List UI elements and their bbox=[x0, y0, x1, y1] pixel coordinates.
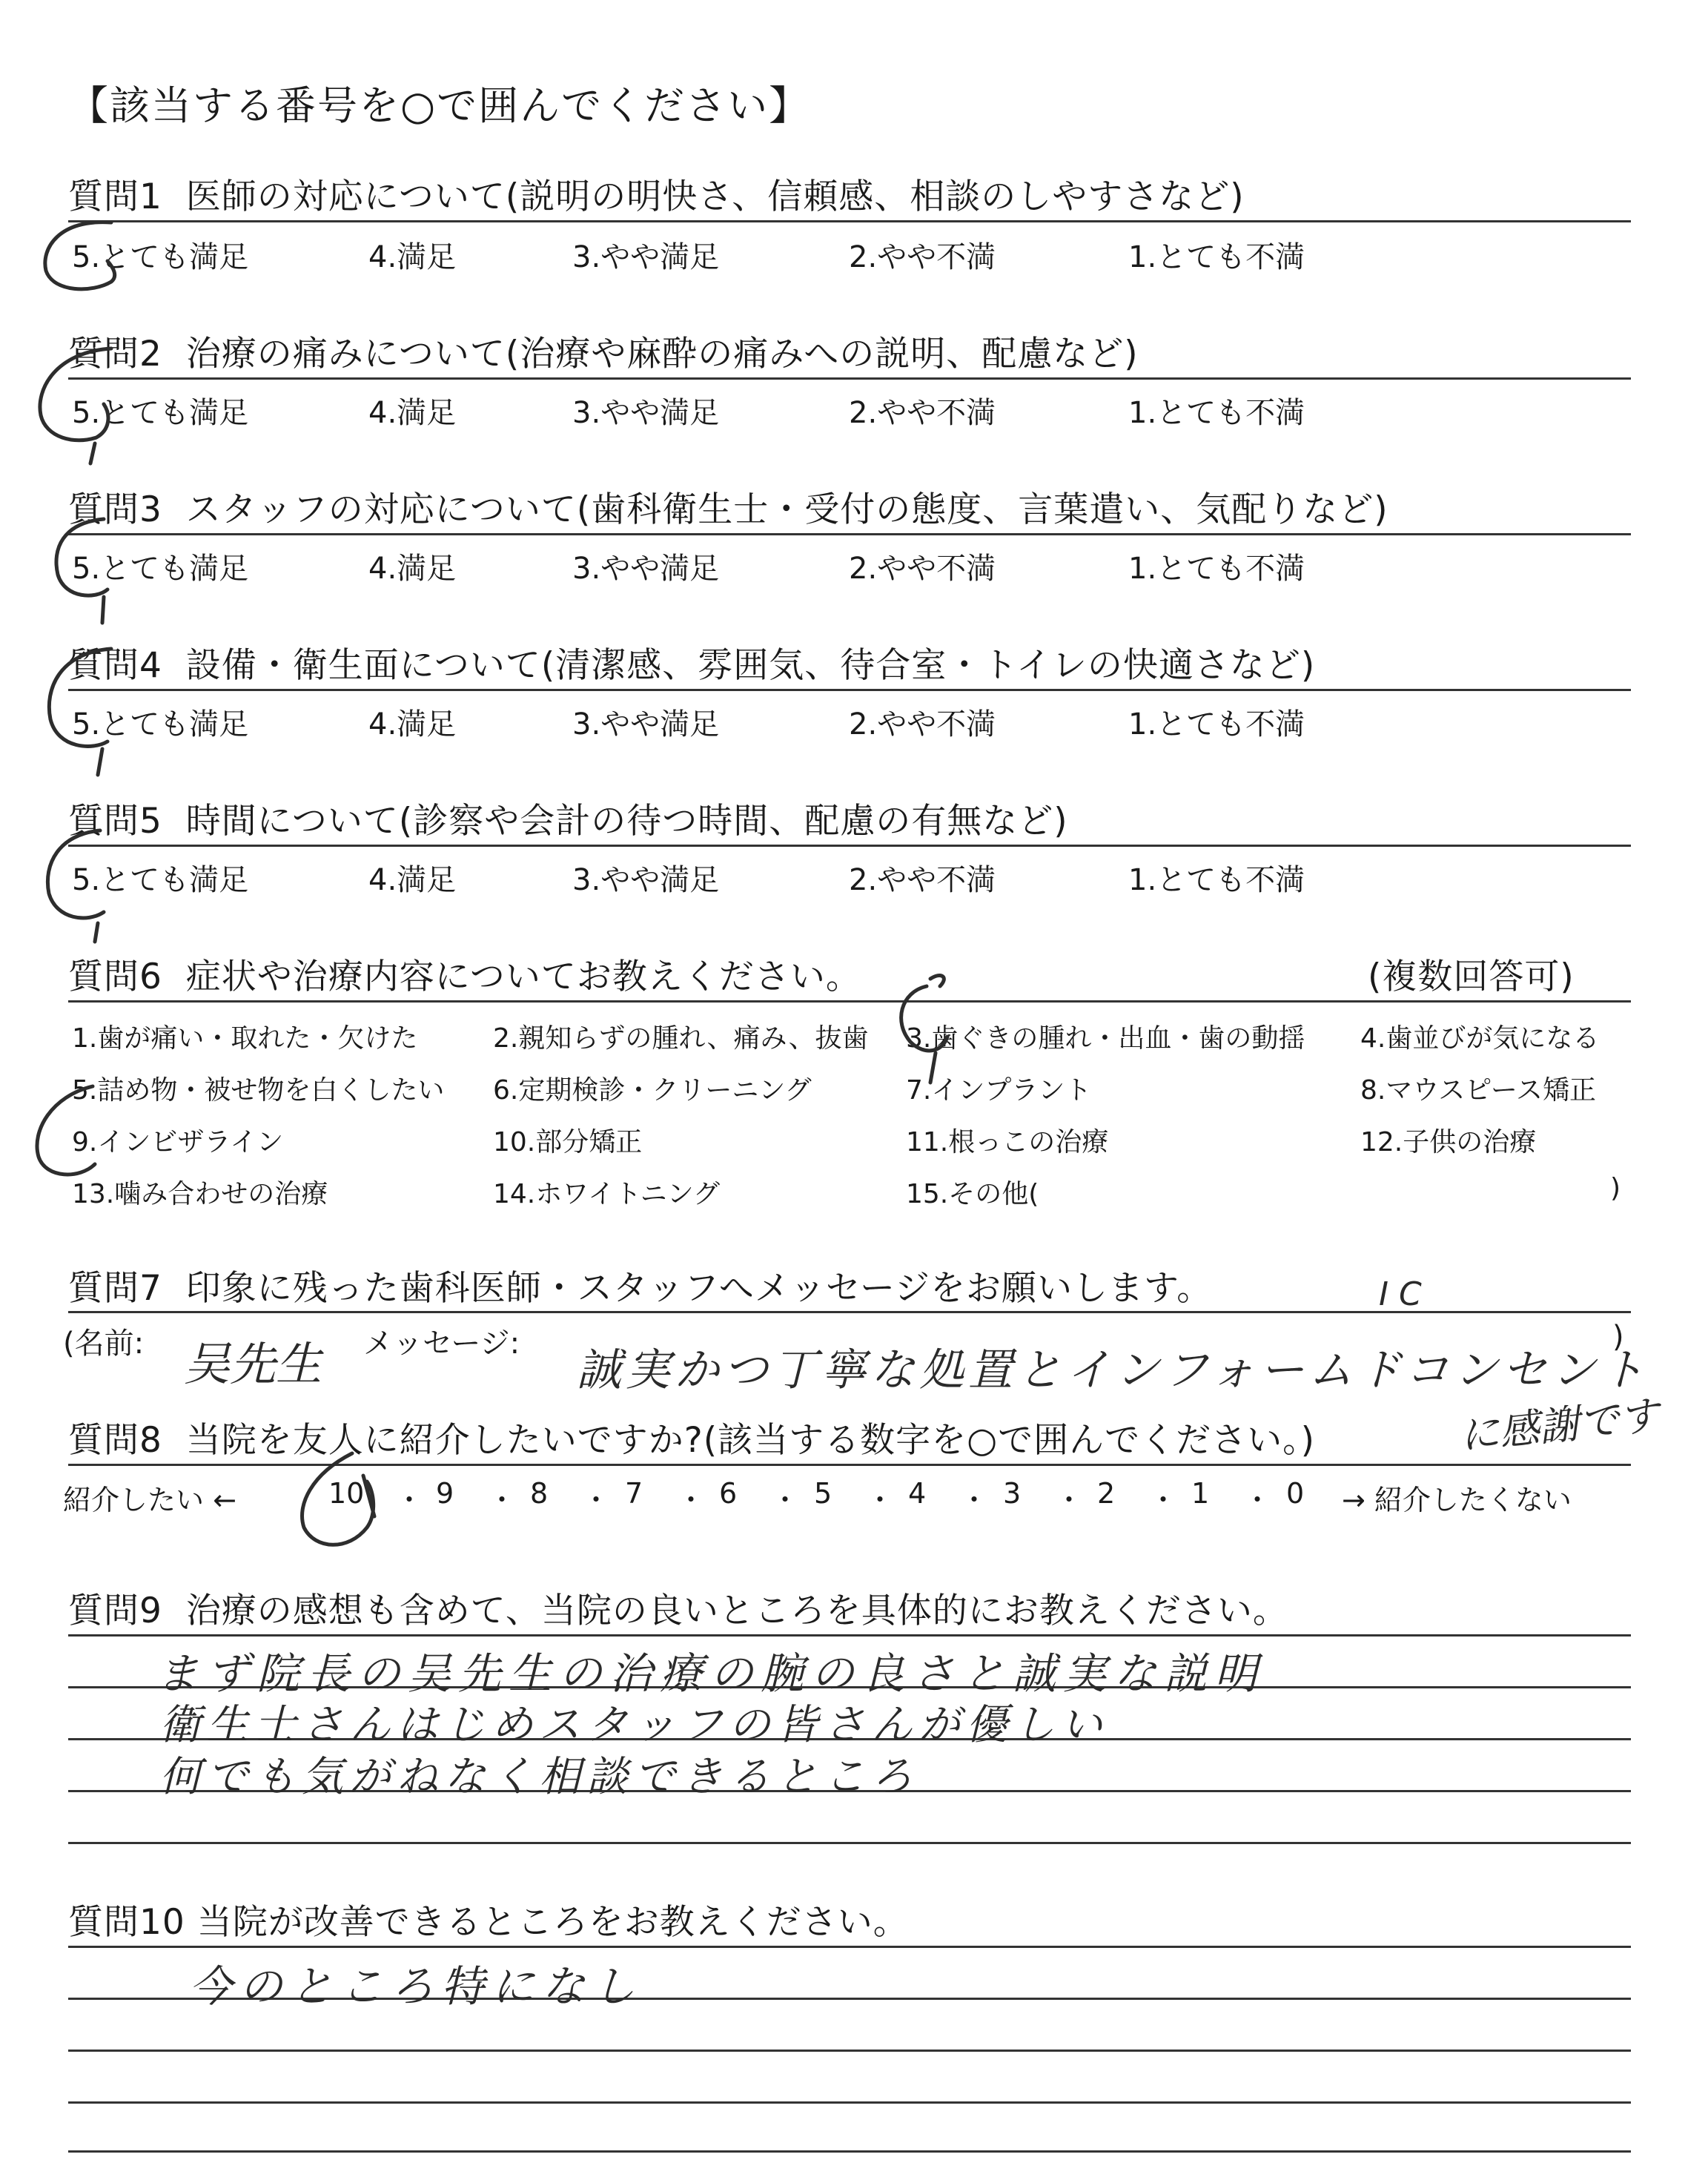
q3-opt-3[interactable]: 3.やや満足 bbox=[572, 552, 720, 586]
q5-opt-4[interactable]: 4.満足 bbox=[368, 863, 457, 897]
answer-line bbox=[68, 2101, 1631, 2104]
q9-answer-line[interactable]: まず院長の吴先生の治療の腕の良さと誠実な説明 bbox=[156, 1648, 1265, 1699]
q7-close: ) bbox=[1612, 1320, 1624, 1354]
q4-opt-1[interactable]: 1.とても不満 bbox=[1128, 707, 1305, 742]
q8-scale-5[interactable]: 5 bbox=[814, 1477, 833, 1510]
q3-opt-2[interactable]: 2.やや不満 bbox=[849, 552, 996, 586]
q1-opt-3[interactable]: 3.やや満足 bbox=[572, 240, 720, 274]
q6-option[interactable]: 10.部分矯正 bbox=[493, 1127, 643, 1157]
answer-line bbox=[68, 2050, 1631, 2052]
divider bbox=[68, 377, 1631, 380]
q8-dot: ・ bbox=[866, 1484, 895, 1516]
q6-option[interactable]: 2.親知らずの腫れ、痛み、抜歯 bbox=[493, 1023, 869, 1054]
q6-option[interactable]: 5.詰め物・被せ物を白くしたい bbox=[72, 1075, 445, 1106]
q7-title: 質問7 印象に残った歯科医師・スタッフへメッセージをお願いします。 bbox=[68, 1268, 1213, 1309]
q6-option-close: ) bbox=[1610, 1173, 1621, 1203]
q6-option[interactable]: 7.インプラント bbox=[906, 1075, 1092, 1106]
q6-option[interactable]: 15.その他( bbox=[906, 1179, 1039, 1209]
q7-message-label: メッセージ: bbox=[363, 1327, 520, 1361]
q9-answer-line[interactable]: 衛生士さんはじめスタッフの皆さんが優しい bbox=[159, 1701, 1108, 1749]
q7-message-value[interactable]: 誠実かつ丁寧な処置とインフォームドコンセント bbox=[577, 1344, 1649, 1396]
q4-opt-5[interactable]: 5.とても満足 bbox=[72, 707, 249, 742]
q8-left-label: 紹介したい ← bbox=[63, 1484, 236, 1516]
q8-title: 質問8 当院を友人に紹介したいですか?(該当する数字を○で囲んでください。) bbox=[68, 1420, 1315, 1461]
q7-name-value[interactable]: 吴先生 bbox=[184, 1337, 322, 1391]
q2-opt-5[interactable]: 5.とても満足 bbox=[72, 396, 249, 430]
q7-ic-note: IC bbox=[1379, 1275, 1432, 1313]
q3-title: 質問3 スタッフの対応について(歯科衛生士・受付の態度、言葉遣い、気配りなど) bbox=[68, 489, 1388, 530]
q6-option[interactable]: 4.歯並びが気になる bbox=[1360, 1023, 1600, 1054]
q8-scale-1[interactable]: 1 bbox=[1191, 1477, 1210, 1510]
q2-title: 質問2 治療の痛みについて(治療や麻酔の痛みへの説明、配慮など) bbox=[68, 334, 1139, 374]
divider bbox=[68, 1464, 1631, 1466]
q2-opt-1[interactable]: 1.とても不満 bbox=[1128, 396, 1305, 430]
q8-scale-10[interactable]: 10 bbox=[328, 1477, 365, 1510]
q5-opt-1[interactable]: 1.とても不満 bbox=[1128, 863, 1305, 897]
q10-answer-line[interactable]: 今のところ特になし bbox=[189, 1961, 643, 2012]
q9-answer-line[interactable]: 何でも気がねなく相談できるところ bbox=[159, 1753, 918, 1801]
answer-line bbox=[68, 1842, 1631, 1844]
q2-opt-4[interactable]: 4.満足 bbox=[368, 396, 457, 430]
q8-right-label: → 紹介したくない bbox=[1342, 1484, 1572, 1516]
q8-scale-9[interactable]: 9 bbox=[436, 1477, 454, 1510]
form-header: 【該当する番号を○で囲んでください】 bbox=[68, 82, 811, 129]
q6-option[interactable]: 8.マウスピース矯正 bbox=[1360, 1075, 1597, 1106]
q10-title: 質問10 当院が改善できるところをお教えください。 bbox=[68, 1902, 909, 1943]
q8-scale-7[interactable]: 7 bbox=[625, 1477, 643, 1510]
q1-opt-4[interactable]: 4.満足 bbox=[368, 240, 457, 274]
q6-option[interactable]: 13.噛み合わせの治療 bbox=[72, 1179, 328, 1209]
answer-line bbox=[68, 1634, 1631, 1636]
q8-scale-6[interactable]: 6 bbox=[719, 1477, 738, 1510]
answer-line bbox=[68, 1946, 1631, 1948]
q3-opt-4[interactable]: 4.満足 bbox=[368, 552, 457, 586]
q6-option[interactable]: 6.定期検診・クリーニング bbox=[493, 1075, 812, 1106]
q3-opt-5[interactable]: 5.とても満足 bbox=[72, 552, 249, 586]
q8-dot: ・ bbox=[960, 1484, 989, 1516]
q8-dot: ・ bbox=[1055, 1484, 1084, 1516]
q4-opt-4[interactable]: 4.満足 bbox=[368, 707, 457, 742]
q5-opt-3[interactable]: 3.やや満足 bbox=[572, 863, 720, 897]
q1-title: 質問1 医師の対応について(説明の明快さ、信頼感、相談のしやすさなど) bbox=[68, 176, 1245, 217]
q6-title: 質問6 症状や治療内容についてお教えください。 bbox=[68, 957, 861, 997]
q4-title: 質問4 設備・衛生面について(清潔感、雰囲気、待合室・トイレの快適さなど) bbox=[68, 645, 1316, 686]
q5-title: 質問5 時間について(診察や会計の待つ時間、配慮の有無など) bbox=[68, 801, 1068, 842]
q7-name-label: (名前: bbox=[63, 1327, 145, 1361]
q6-option[interactable]: 3.歯ぐきの腫れ・出血・歯の動揺 bbox=[906, 1023, 1305, 1054]
q8-dot: ・ bbox=[488, 1484, 517, 1516]
q1-opt-5[interactable]: 5.とても満足 bbox=[72, 240, 249, 274]
q2-opt-2[interactable]: 2.やや不満 bbox=[849, 396, 996, 430]
q6-option[interactable]: 9.インビザライン bbox=[72, 1127, 284, 1157]
q1-opt-1[interactable]: 1.とても不満 bbox=[1128, 240, 1305, 274]
q6-option[interactable]: 12.子供の治療 bbox=[1360, 1127, 1537, 1157]
q8-dot: ・ bbox=[395, 1484, 424, 1516]
q8-scale-3[interactable]: 3 bbox=[1003, 1477, 1022, 1510]
q8-dot: ・ bbox=[582, 1484, 611, 1516]
q8-scale-2[interactable]: 2 bbox=[1097, 1477, 1116, 1510]
q1-opt-2[interactable]: 2.やや不満 bbox=[849, 240, 996, 274]
q2-opt-3[interactable]: 3.やや満足 bbox=[572, 396, 720, 430]
q8-dot: ・ bbox=[771, 1484, 800, 1516]
answer-line bbox=[68, 2150, 1631, 2153]
divider bbox=[68, 689, 1631, 691]
q8-dot: ・ bbox=[677, 1484, 706, 1516]
divider bbox=[68, 1000, 1631, 1003]
q8-dot: ・ bbox=[1149, 1484, 1178, 1516]
q8-scale-4[interactable]: 4 bbox=[908, 1477, 927, 1510]
q4-opt-2[interactable]: 2.やや不満 bbox=[849, 707, 996, 742]
q6-note: (複数回答可) bbox=[1368, 957, 1575, 997]
q8-scale-0[interactable]: 0 bbox=[1286, 1477, 1305, 1510]
q9-title: 質問9 治療の感想も含めて、当院の良いところを具体的にお教えください。 bbox=[68, 1591, 1288, 1631]
q6-option[interactable]: 11.根っこの治療 bbox=[906, 1127, 1109, 1157]
q5-opt-5[interactable]: 5.とても満足 bbox=[72, 863, 249, 897]
divider bbox=[68, 220, 1631, 222]
q3-opt-1[interactable]: 1.とても不満 bbox=[1128, 552, 1305, 586]
q6-option[interactable]: 14.ホワイトニング bbox=[493, 1179, 721, 1209]
q8-scale-8[interactable]: 8 bbox=[530, 1477, 549, 1510]
divider bbox=[68, 533, 1631, 535]
q4-opt-3[interactable]: 3.やや満足 bbox=[572, 707, 720, 742]
divider bbox=[68, 845, 1631, 847]
q5-opt-2[interactable]: 2.やや不満 bbox=[849, 863, 996, 897]
q8-dot: ・ bbox=[1243, 1484, 1272, 1516]
q7-message-cont: に感謝です bbox=[1457, 1392, 1661, 1459]
q6-option[interactable]: 1.歯が痛い・取れた・欠けた bbox=[72, 1023, 418, 1054]
